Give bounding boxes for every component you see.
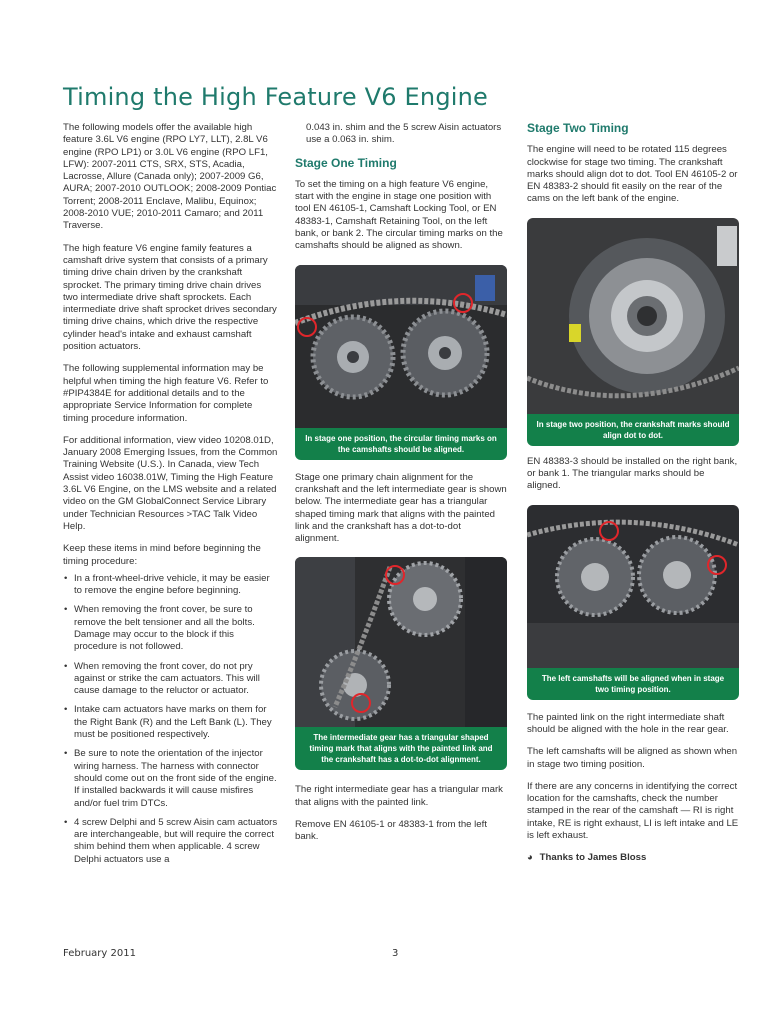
intermediate-gear-photo (295, 557, 507, 727)
checklist-intro: Keep these items in mind before beginning the timing procedure: (63, 543, 261, 567)
column-2 (295, 122, 507, 854)
chain-alignment-paragraph: Stage one primary chain alignment for the crankshaft and the left intermediate gear is shown below. The intermediate gear has a triangular shaped timing mark that aligns with the painted link and the crankshaft has a dot-to-dot alignment. (295, 471, 507, 545)
left-camshaft-photo (527, 505, 739, 668)
stage-two-camshaft-figure (527, 505, 739, 700)
figure-caption: In stage one position, the circular timing marks on the camshafts should be aligned. (295, 428, 507, 460)
intermediate-gear-figure (295, 557, 507, 770)
intro-paragraph: The following models offer the available high feature 3.6L V6 engine (RPO LY7, LLT), 2.8L V6 engine (RPO LP1) or 3.0L V6 engine (RPO LF1, LFW): 2007-2011 CTS, SRX, STS, Acadia, Lacrosse, Allure (Canada only); 2007-2009 G6, AURA; 2007-2010 OUTLOOK; 2008-2009 Pontiac Torrent; 2008-2011 Enclave, Malibu, Equinox; 2008-2010 VUE; 2010-2011 Camaro; and 2011 Traverse. (63, 122, 277, 232)
list-item: • Intake cam actuators have marks on them for the Right Bank (R) and the Left Bank (L). They must be positioned respectively. (63, 704, 278, 741)
list-item: • When removing the front cover, do not pry against or strike the cam actuators. This will cause damage to the reluctor or actuator. (63, 661, 278, 698)
stage-two-paragraph: The engine will need to be rotated 115 degrees clockwise for stage two timing. The crankshaft marks should align dot to dot. Tool EN 46105-2 or EN 48383-2 should fit easily on the rear of the cams on the left bank of the engine. (527, 144, 738, 205)
supplemental-paragraph: The following supplemental information may be helpful when timing the high feature V6. Refer to #PIP4384E for additional details and to the appropriate Service Information for complete timing procedure information. (63, 363, 269, 424)
figure-caption: The left camshafts will be aligned when in stage two timing position. (527, 668, 739, 700)
remove-tool-paragraph: Remove EN 46105-1 or 48383-1 from the left bank. (295, 819, 487, 843)
footer-date: February 2011 (63, 948, 136, 959)
stage-one-camshaft-figure (295, 265, 507, 460)
left-camshafts-paragraph: The left camshafts will be aligned as shown when in stage two timing position. (527, 746, 738, 770)
credit-icon: ◕ (527, 852, 533, 864)
painted-link-paragraph: The painted link on the right intermediate shaft should be aligned with the hole in the rear gear. (527, 711, 729, 735)
camshaft-photo (295, 265, 507, 428)
identification-paragraph: If there are any concerns in identifying the correct location for the camshafts, check the number stamped in the rear of the camshaft — RI is right intake, RE is right exhaust, LI is left intake and LE is left exhaust. (527, 780, 739, 842)
page-title: Timing the High Feature V6 Engine (63, 83, 489, 111)
checklist (63, 573, 278, 866)
list-item: • Be sure to note the orientation of the injector wiring harness. The harness with connector should come out on the front side of the engine. If installed backwards it will cause misfires and/or fuel trim DTCs. (63, 748, 278, 809)
stage-one-paragraph: To set the timing on a high feature V6 engine, start with the engine in stage one position with tool EN 46105-1, Camshaft Locking Tool, or EN 48383-1, Camshaft Retaining Tool, on the left bank, or bank 2. The circular timing marks on the camshafts should be aligned as shown. (295, 178, 503, 252)
list-item: • 4 screw Delphi and 5 screw Aisin cam actuators are interchangeable, but will require the correct shim behind them when applicable. 4 screw Delphi actuators use a (63, 817, 278, 866)
figure-caption: In stage two position, the crankshaft marks should align dot to dot. (527, 414, 739, 446)
page-number: 3 (392, 948, 399, 959)
figure-caption: The intermediate gear has a triangular shaped timing mark that aligns with the painted link and the crankshaft has a dot-to-dot alignment. (295, 727, 507, 770)
list-item: • In a front-wheel-drive vehicle, it may be easier to remove the engine before beginning. (63, 573, 278, 598)
list-item: • When removing the front cover, be sure to remove the belt tensioner and all the bolts. Damage may occur to the block if this procedure is not followed. (63, 604, 278, 653)
right-bank-paragraph: EN 48383-3 should be installed on the right bank, or bank 1. The triangular marks should be aligned. (527, 455, 738, 492)
credit-text: Thanks to James Bloss (539, 852, 647, 864)
right-intermediate-paragraph: The right intermediate gear has a triangular mark that aligns with the painted link. (295, 784, 503, 808)
crankshaft-photo (527, 218, 739, 414)
stage-one-heading: Stage One Timing (295, 155, 397, 170)
continued-text: 0.043 in. shim and the 5 screw Aisin actuators use a 0.063 in. shim. (306, 122, 502, 146)
credit-line (527, 852, 739, 864)
column-3 (527, 122, 739, 875)
column-1 (63, 122, 278, 873)
video-info-paragraph: For additional information, view video 10208.01D, January 2008 Emerging Issues, from the Common Training Website (U.S.). In Canada, view Tech Assist video 16038.01W, Timing the High Feature 3.6L V6 Engine, on the LMS website and a related video on the GM GlobalConnect Service Library under Technician Resources >TAC Talk Video Help. (63, 434, 278, 532)
stage-two-crankshaft-figure (527, 218, 739, 446)
stage-two-heading: Stage Two Timing (527, 121, 629, 135)
drive-system-paragraph: The high feature V6 engine family features a camshaft drive system that consists of a primary timing drive chain driven by the crankshaft sprocket. The primary timing drive chain drives two intermediate drive shaft sprockets. Each intermediate drive shaft sprocket drives secondary timing drive chains, which drive the respective cylinder head's intake and exhaust camshaft position actuators. (63, 242, 277, 353)
